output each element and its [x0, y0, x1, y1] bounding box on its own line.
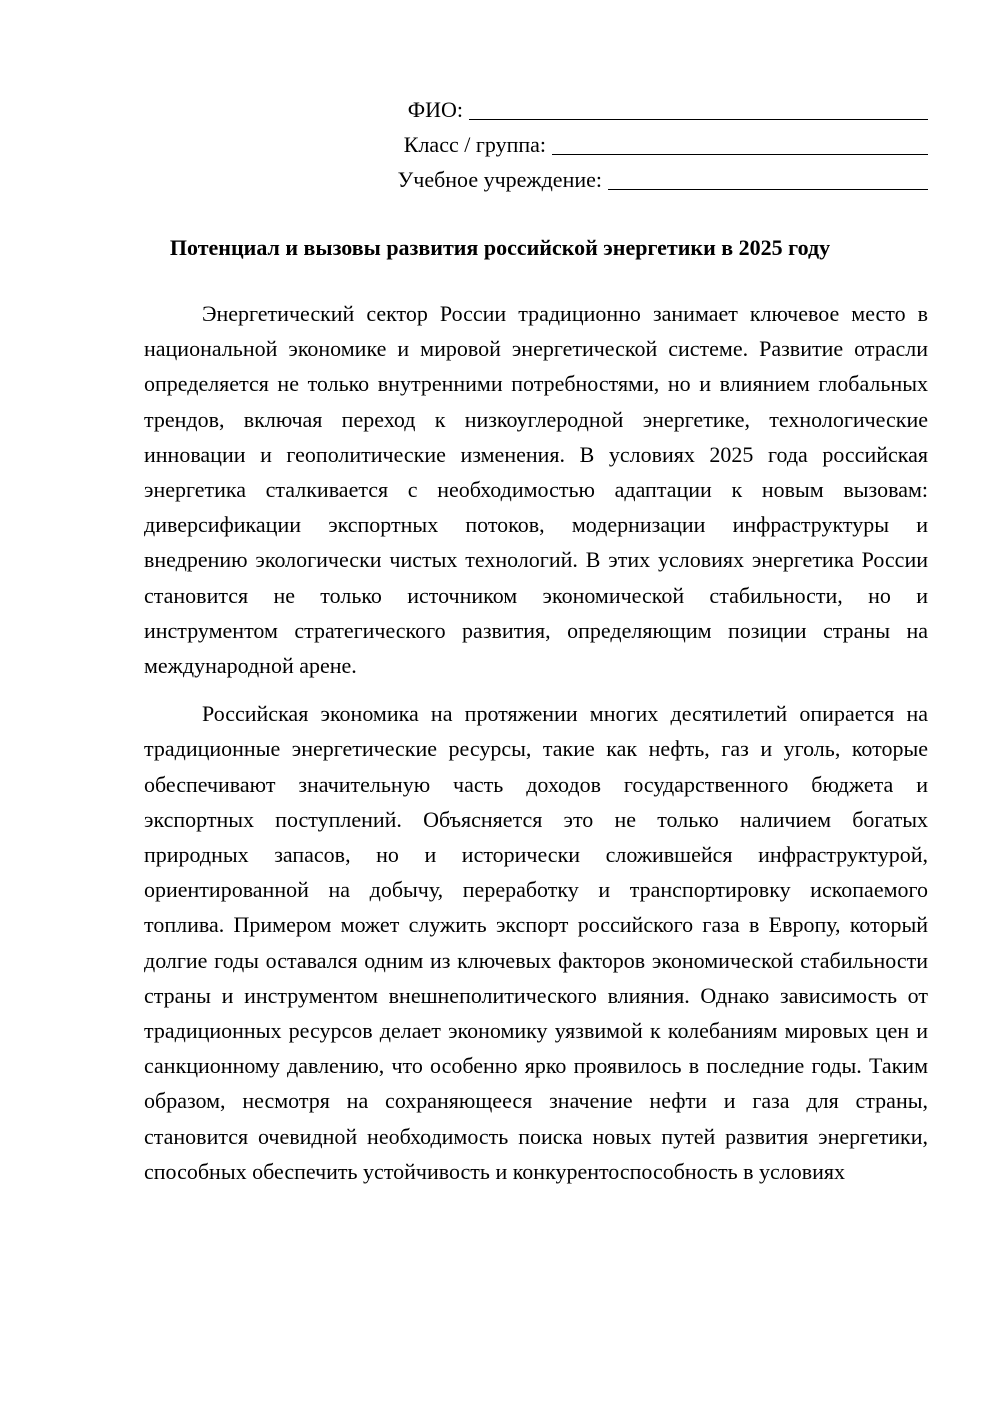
document-body	[144, 296, 928, 1202]
paragraph-2: Российская экономика на протяжении многих десятилетий опирается на традиционные энергетические ресурсы, такие как нефть, газ и уголь, которые обеспечивают значительную часть доходов государственного бюджета и экспортных поступлений. Объясняется это не только наличием богатых природных запасов, но и исторически сложившейся инфраструктурой, ориентированной на добычу, переработку и транспортировку ископаемого топлива. Примером может служить экспорт российского газа в Европу, который долгие годы оставался одним из ключевых факторов экономической стабильности страны и инструментом внешнеполитического влияния. Однако зависимость от традиционных ресурсов делает экономику уязвимой к колебаниям мировых цен и санкционному давлению, что особенно ярко проявилось в последние годы. Таким образом, несмотря на сохраняющееся значение нефти и газа для страны, становится очевидной необходимость поиска новых путей развития энергетики, способных обеспечить устойчивость и конкурентоспособность в условиях	[144, 701, 928, 1184]
class-label: Класс / группа:	[403, 132, 546, 157]
school-row	[288, 162, 928, 197]
fio-label: ФИО:	[407, 97, 463, 122]
class-row	[288, 127, 928, 162]
class-blank-line	[552, 132, 928, 155]
paragraph-1: Энергетический сектор России традиционно занимает ключевое место в национальной экономике и мировой энергетической системе. Развитие отрасли определяется не только внутренними потребностями, но и влиянием глобальных трендов, включая переход к низкоуглеродной энергетике, технологические инновации и геополитические изменения. В условиях 2025 года российская энергетика сталкивается с необходимостью адаптации к новым вызовам: диверсификации экспортных потоков, модернизации инфраструктуры и внедрению экологически чистых технологий. В этих условиях энергетика России становится не только источником экономической стабильности, но и инструментом стратегического развития, определяющим позиции страны на международной арене.	[144, 301, 928, 679]
document-title: Потенциал и вызовы развития российской энергетики в 2025 году	[169, 235, 831, 260]
student-info-block	[288, 92, 928, 197]
school-blank-line	[608, 167, 928, 190]
school-label: Учебное учреждение:	[397, 167, 602, 192]
fio-blank-line	[469, 97, 928, 120]
fio-row	[288, 92, 928, 127]
